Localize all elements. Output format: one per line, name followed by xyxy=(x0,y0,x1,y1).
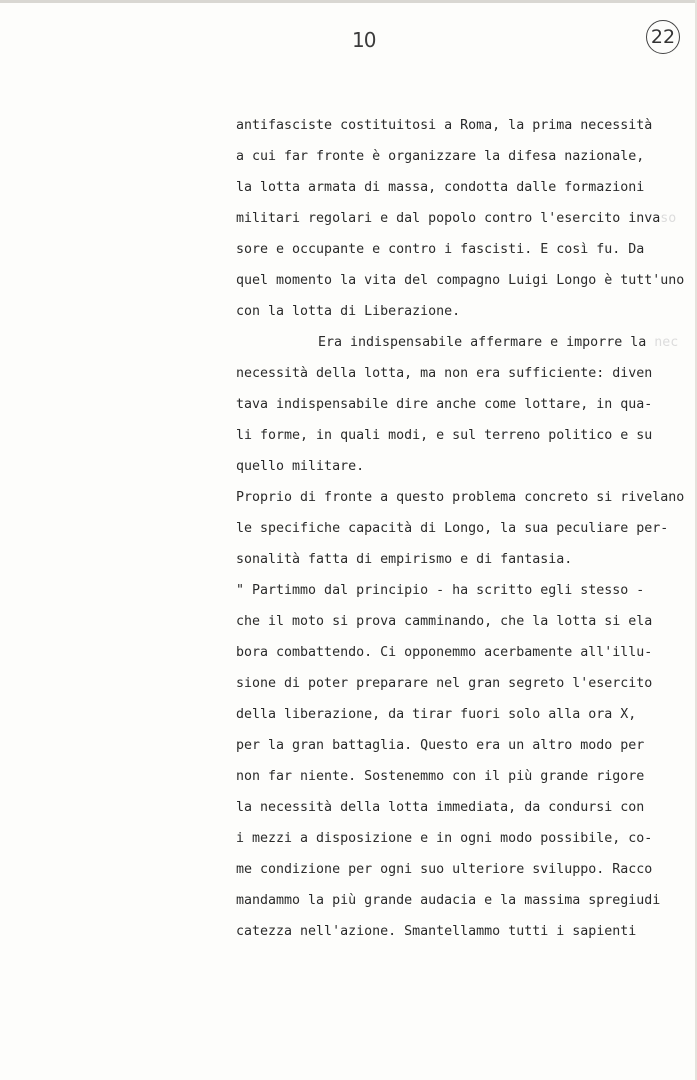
text-line-content: " Partimmo dal principio - ha scritto egli stesso - xyxy=(236,583,645,598)
text-line-content: per la gran battaglia. Questo era un altro modo per xyxy=(236,738,645,753)
text-line-content: quello militare. xyxy=(236,459,365,474)
bleed-through-text: so xyxy=(660,211,677,226)
text-line-content: i mezzi a disposizione e in ogni modo possibile, co- xyxy=(236,831,653,846)
text-line-content: necessità della lotta, ma non era sufficiente: diven xyxy=(236,366,653,381)
text-line xyxy=(236,699,697,730)
text-line-content: con la lotta di Liberazione. xyxy=(236,304,461,319)
text-line-content: mandammo la più grande audacia e la massima spregiudi xyxy=(236,893,661,908)
text-line-content: militari regolari e dal popolo contro l'esercito inva xyxy=(236,211,661,226)
text-line xyxy=(236,451,697,482)
text-line xyxy=(236,141,697,172)
text-line xyxy=(236,761,697,792)
text-line-content: Proprio di fronte a questo problema concreto si rivelano xyxy=(236,490,685,505)
text-line-content: me condizione per ogni suo ulteriore sviluppo. Racco xyxy=(236,862,653,877)
text-line-content: che il moto si prova camminando, che la lotta si ela xyxy=(236,614,653,629)
text-line xyxy=(236,234,697,265)
text-line-content: li forme, in quali modi, e sul terreno politico e su xyxy=(236,428,653,443)
text-line-content: quel momento la vita del compagno Luigi Longo è tutt'uno xyxy=(236,273,685,288)
text-line-content: sione di poter preparare nel gran segreto l'esercito xyxy=(236,676,653,691)
text-line-content: sonalità fatta di empirismo e di fantasia. xyxy=(236,552,573,567)
text-line xyxy=(236,420,697,451)
text-line xyxy=(236,730,697,761)
text-line-content: antifasciste costituitosi a Roma, la prima necessità xyxy=(236,118,653,133)
text-line xyxy=(236,110,697,141)
text-line xyxy=(236,668,697,699)
typewritten-body xyxy=(236,110,697,947)
text-line xyxy=(236,296,697,327)
bleed-through-text: nec xyxy=(646,335,679,350)
text-line xyxy=(236,358,697,389)
text-line xyxy=(236,265,697,296)
text-line xyxy=(236,637,697,668)
text-line xyxy=(236,885,697,916)
text-line xyxy=(236,823,697,854)
text-line-content: la lotta armata di massa, condotta dalle formazioni xyxy=(236,180,645,195)
text-line-content: tava indispensabile dire anche come lottare, in qua- xyxy=(236,397,653,412)
text-line xyxy=(236,544,697,575)
text-line-content: le specifiche capacità di Longo, la sua peculiare per- xyxy=(236,521,669,536)
text-line xyxy=(236,389,697,420)
text-line xyxy=(236,854,697,885)
scan-edge-top xyxy=(0,0,697,3)
text-line xyxy=(236,916,697,947)
text-line-content: catezza nell'azione. Smantellammo tutti i sapienti xyxy=(236,924,637,939)
text-line-content: non far niente. Sostenemmo con il più grande rigore xyxy=(236,769,645,784)
text-line-content: sore e occupante e contro i fascisti. E così fu. Da xyxy=(236,242,645,257)
circled-page-stamp: 22 xyxy=(646,20,680,54)
text-line xyxy=(236,172,697,203)
text-line xyxy=(236,327,697,358)
text-line xyxy=(236,792,697,823)
text-line xyxy=(236,606,697,637)
text-line-content: bora combattendo. Ci opponemmo acerbamente all'illu- xyxy=(236,645,653,660)
text-line-content: della liberazione, da tirar fuori solo alla ora X, xyxy=(236,707,637,722)
text-line xyxy=(236,575,697,606)
text-line xyxy=(236,482,697,513)
text-line xyxy=(236,513,697,544)
text-line-content: la necessità della lotta immediata, da condursi con xyxy=(236,800,645,815)
text-line xyxy=(236,203,697,234)
handwritten-page-number: 10 xyxy=(352,28,376,52)
text-line-content: a cui far fronte è organizzare la difesa nazionale, xyxy=(236,149,645,164)
text-line-content: Era indispensabile affermare e imporre la xyxy=(318,335,647,350)
